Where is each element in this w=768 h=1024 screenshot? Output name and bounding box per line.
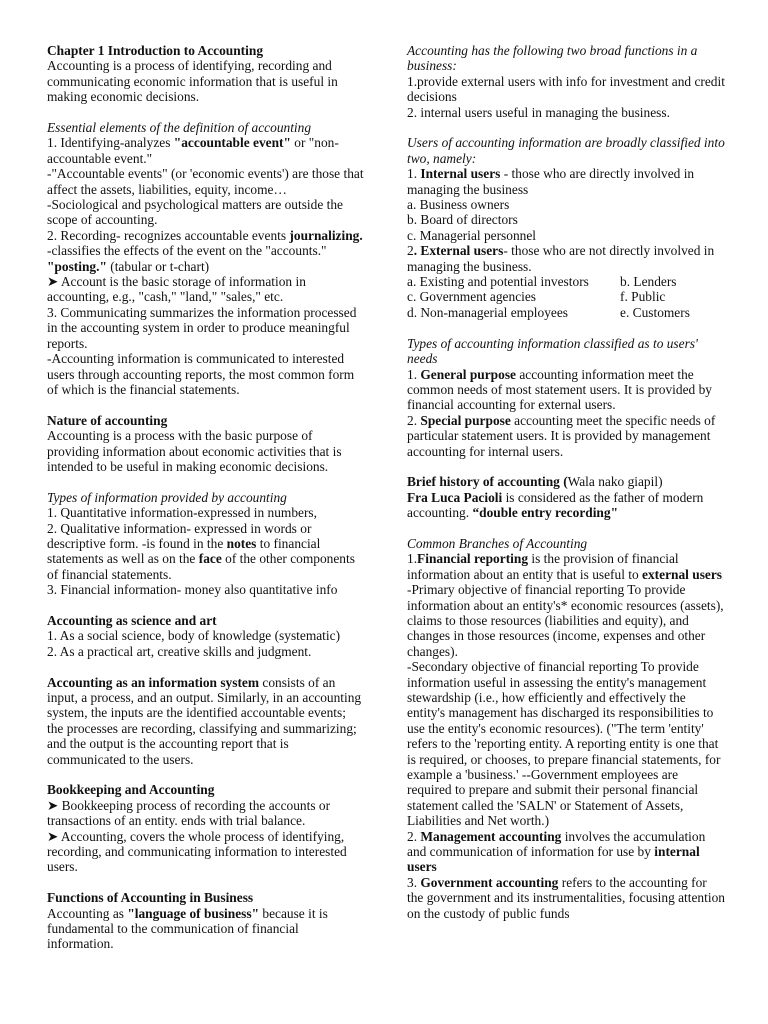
- paragraph: -Primary objective of financial reporting To provide information about an entity's* economic resources (assets), claims to those resources (liabilities and equity), and changes in those resources (income, expenses and other changes).: [407, 582, 724, 659]
- right-column: [407, 43, 725, 921]
- paragraph: 1.Financial reporting is the provision of financial information about an entity that is useful to external users: [407, 551, 722, 582]
- list-item: a. Existing and potential investors: [407, 274, 589, 290]
- paragraph: 3. Government accounting refers to the accounting for the government and its instrumentalities, focusing attention on the custody of public funds: [407, 874, 725, 921]
- section-heading: Accounting as science and art: [47, 612, 217, 628]
- section-essential-elements: [47, 120, 365, 397]
- section-science-and-art: [47, 613, 365, 659]
- section-broad-functions: [407, 43, 725, 120]
- list-item: e. Customers: [620, 304, 690, 320]
- paragraph: 2. internal users useful in managing the business.: [407, 104, 670, 120]
- paragraph: Accounting is a process of identifying, recording and communicating economic information that is useful in making economic decisions.: [47, 58, 338, 105]
- paragraph: ➤ Accounting, covers the whole process of identifying, recording, and communicating information to interested users.: [47, 828, 347, 875]
- section-heading: Accounting has the following two broad functions in a business:: [407, 43, 698, 74]
- paragraph: -Secondary objective of financial reporting To provide information useful in assessing the entity's management stewardship (i.e., how efficiently and effectively the entity's management has discharged its responsibilities to use the entity's economic resources). ("The term 'entity' refers to the 'reporting entity. A reporting entity is one that is required, or chooses, to prepare financial statements, for example a 'business.' --Government employees are required to prepare and submit their personal financial statement called the 'SALN' or Statement of Assets, Liabilities and Net worth.): [407, 659, 721, 829]
- section-heading: Types of accounting information classified as to users' needs: [407, 335, 698, 367]
- external-users-row: [407, 289, 725, 304]
- section-heading: Common Branches of Accounting: [407, 535, 588, 551]
- section-heading: Functions of Accounting in Business: [47, 890, 254, 906]
- paragraph: 2. Qualitative information- expressed in words or descriptive form. -is found in the notes to financial statements as well as on the face of the other components of financial statements.: [47, 520, 355, 582]
- section-intro: [47, 43, 365, 105]
- paragraph: 3. Communicating summarizes the information processed in the accounting system in order to produce meaningful reports.: [47, 304, 357, 351]
- paragraph: 1. Identifying-analyzes "accountable event" or "non-accountable event.": [47, 135, 339, 166]
- left-column: [47, 43, 365, 952]
- paragraph: 1.provide external users with info for investment and credit decisions: [407, 73, 725, 105]
- paragraph: -classifies the effects of the event on the "accounts.": [47, 243, 327, 259]
- paragraph: -Accounting information is communicated to interested users through accounting reports, the most common form of which is the financial statements.: [47, 351, 355, 397]
- paragraph: 1. Internal users - those who are directly involved in managing the business: [407, 166, 695, 197]
- paragraph: 3. Financial information- money also quantitative info: [47, 582, 338, 598]
- paragraph: -Sociological and psychological matters are outside the scope of accounting.: [47, 197, 343, 228]
- section-heading: Users of accounting information are broadly classified into two, namely:: [407, 135, 725, 166]
- section-heading: Brief history of accounting (Wala nako giapil): [407, 474, 663, 490]
- paragraph: 2. External users- those who are not directly involved in managing the business.: [407, 243, 715, 274]
- section-functions: [47, 890, 365, 952]
- paragraph: ➤ Bookkeeping process of recording the accounts or transactions of an entity. ends with trial balance.: [47, 797, 331, 829]
- chapter-title: Chapter 1 Introduction to Accounting: [47, 43, 264, 58]
- external-users-row: [407, 274, 725, 289]
- section-information-system: [47, 675, 365, 767]
- section-heading: Nature of accounting: [47, 412, 168, 428]
- section-heading: Bookkeeping and Accounting: [47, 782, 215, 798]
- paragraph: Accounting as "language of business" because it is fundamental to the communication of financial information.: [47, 905, 328, 952]
- list-item: b. Board of directors: [407, 212, 518, 228]
- paragraph: 2. Special purpose accounting meet the specific needs of particular statement users. It is provided by management accounting for internal users.: [407, 412, 716, 459]
- paragraph: -"Accountable events" (or 'economic events') are those that affect the assets, liabilities, equity, income…: [47, 166, 364, 197]
- section-history: [407, 474, 725, 520]
- paragraph: 2. Management accounting involves the accumulation and communication of information for use by internal users: [407, 828, 706, 875]
- list-item: c. Managerial personnel: [407, 227, 537, 243]
- list-item: c. Government agencies: [407, 289, 537, 305]
- section-types-of-information: [47, 490, 365, 598]
- section-branches: [407, 536, 725, 921]
- paragraph: "posting." (tabular or t-chart): [47, 258, 210, 274]
- paragraph: Accounting is a process with the basic purpose of providing information about economic activities that is intended to be useful in making economic decisions.: [47, 428, 342, 474]
- paragraph: Accounting as an information system consists of an input, a process, and an output. Similarly, in an accounting system, the inputs are the identified accountable events; the processes are recording, classifying and summarizing; and the output is the accounting report that is communicated to the users.: [47, 674, 362, 767]
- paragraph: ➤ Account is the basic storage of information in accounting, e.g., "cash," "land," "sales," etc.: [47, 274, 306, 305]
- section-users-needs: [407, 336, 725, 459]
- paragraph: 2. Recording- recognizes accountable events journalizing.: [47, 227, 363, 243]
- section-bookkeeping: [47, 782, 365, 874]
- section-users: [407, 135, 725, 320]
- section-heading: Essential elements of the definition of accounting: [47, 120, 312, 136]
- paragraph: 1. General purpose accounting information meet the common needs of most statement users. It is provided by financial accounting for external users.: [407, 366, 712, 413]
- section-nature: [47, 413, 365, 475]
- paragraph: 1. As a social science, body of knowledge (systematic): [47, 628, 341, 644]
- list-item: d. Non-managerial employees: [407, 304, 569, 320]
- paragraph: Fra Luca Pacioli is considered as the father of modern accounting. “double entry recording": [407, 489, 704, 521]
- list-item: b. Lenders: [620, 274, 677, 290]
- list-item: a. Business owners: [407, 197, 510, 213]
- list-item: f. Public: [620, 289, 666, 305]
- external-users-row: [407, 305, 725, 320]
- section-heading: Types of information provided by accounting: [47, 489, 287, 505]
- paragraph: 1. Quantitative information-expressed in numbers,: [47, 505, 317, 521]
- paragraph: 2. As a practical art, creative skills and judgment.: [47, 643, 312, 659]
